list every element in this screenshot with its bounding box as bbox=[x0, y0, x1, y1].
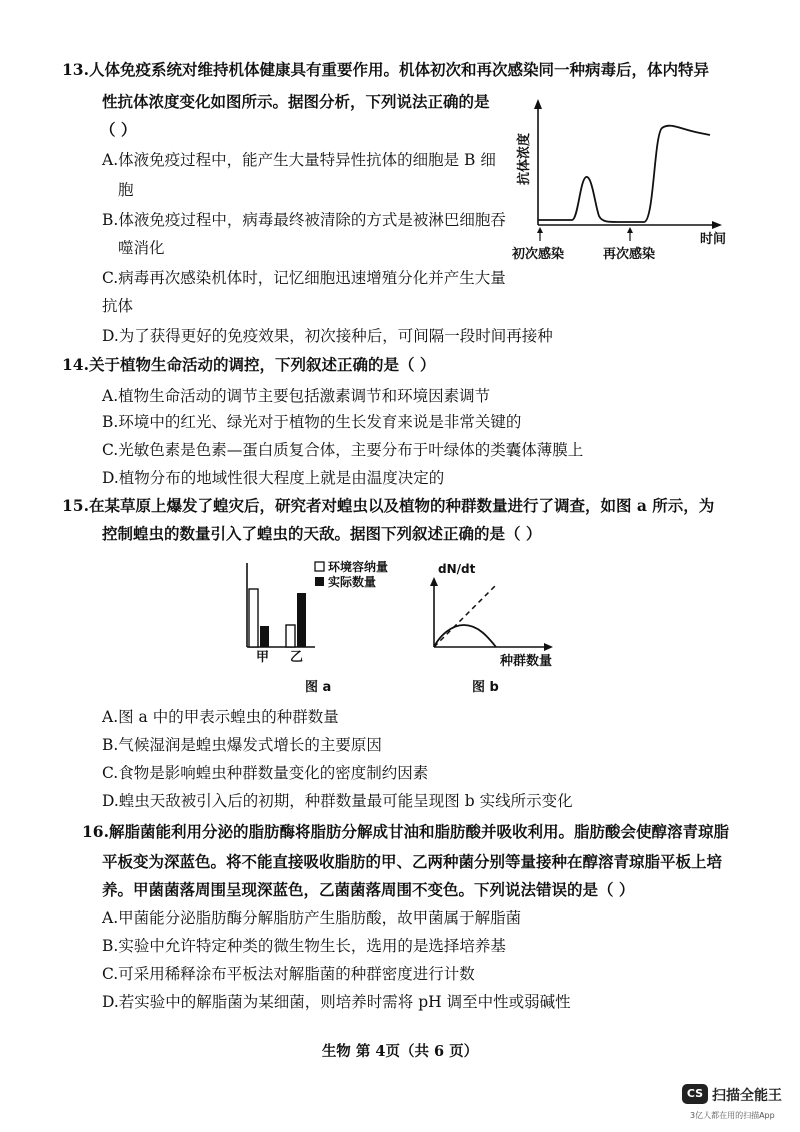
q16-stem-line1: 16.解脂菌能利用分泌的脂肪酶将脂肪分解成甘油和脂肪酸并吸收利用。脂肪酸会使醇溶青琼脂 bbox=[82, 822, 729, 841]
q14-option-c: C.光敏色素是色素—蛋白质复合体，主要分布于叶绿体的类囊体薄膜上 bbox=[102, 441, 584, 459]
q15-figure-a bbox=[225, 555, 400, 700]
q13-antibody-figure bbox=[500, 95, 740, 270]
q13-option-c: C.病毒再次感染机体时，记忆细胞迅速增殖分化并产生大量 bbox=[102, 269, 506, 287]
q13-option-b: B.体液免疫过程中，病毒最终被清除的方式是被淋巴细胞吞 bbox=[102, 211, 506, 229]
q16-option-c: C.可采用稀释涂布平板法对解脂菌的种群密度进行计数 bbox=[102, 965, 475, 983]
q13-option-a-cont: 胞 bbox=[118, 181, 134, 199]
q13-y-arrow bbox=[534, 99, 542, 109]
q13-x-axis-label: 时间 bbox=[700, 232, 727, 247]
q14-option-a: A.植物生命活动的调节主要包括激素调节和环境因素调节 bbox=[102, 387, 491, 405]
q13-second-infection-label: 再次感染 bbox=[603, 247, 656, 262]
q16-stem-line2: 平板变为深蓝色。将不能直接吸收脂肪的甲、乙两种菌分别等量接种在醇溶青琼脂平板上培 bbox=[102, 852, 723, 871]
q15-stem-line1: 15.在某草原上爆发了蝗灾后，研究者对蝗虫以及植物的种群数量进行了调查，如图 a 所示，为 bbox=[62, 496, 715, 515]
q13-x-arrow bbox=[712, 221, 722, 229]
q16-stem-line3: 养。甲菌菌落周围呈现深蓝色，乙菌菌落周围不变色。下列说法错误的是（ ） bbox=[102, 880, 635, 899]
fig-a-legend-actual-swatch bbox=[315, 577, 324, 586]
q15-option-b: B.气候湿润是蝗虫爆发式增长的主要原因 bbox=[102, 736, 382, 754]
fig-b-x-arrow bbox=[544, 643, 553, 651]
fig-b-solid-curve bbox=[434, 625, 496, 647]
camscanner-name: 扫描全能王 bbox=[712, 1088, 782, 1104]
q13-stem-line2: 性抗体浓度变化如图所示。据图分析，下列说法正确的是 bbox=[102, 92, 490, 111]
q15-option-a: A.图 a 中的甲表示蝗虫的种群数量 bbox=[102, 708, 339, 726]
q15-option-c: C.食物是影响蝗虫种群数量变化的密度制约因素 bbox=[102, 764, 429, 782]
q13-second-infection-arrowhead bbox=[627, 227, 633, 233]
q16-option-a: A.甲菌能分泌脂肪酶分解脂肪产生脂肪酸，故甲菌属于解脂菌 bbox=[102, 909, 522, 927]
fig-b-dashed-line bbox=[434, 585, 496, 647]
fig-a-cat-yi: 乙 bbox=[290, 650, 304, 665]
q13-stem-line1: 13.人体免疫系统对维持机体健康具有重要作用。机体初次和再次感染同一种病毒后，体内特异 bbox=[62, 60, 709, 79]
fig-a-cat-jia: 甲 bbox=[256, 650, 270, 665]
q15-figure-b bbox=[420, 555, 570, 700]
fig-a-yi-capacity-bar bbox=[286, 625, 295, 647]
q13-option-c-cont: 抗体 bbox=[102, 297, 134, 315]
q14-stem: 14.关于植物生命活动的调控，下列叙述正确的是（ ） bbox=[62, 355, 436, 374]
camscanner-tagline: 3亿人都在用的扫描App bbox=[690, 1111, 775, 1120]
q13-first-infection-arrowhead bbox=[537, 227, 543, 233]
q13-antibody-curve bbox=[538, 126, 710, 222]
fig-a-jia-capacity-bar bbox=[249, 589, 258, 647]
q13-option-d: D.为了获得更好的免疫效果，初次接种后，可间隔一段时间再接种 bbox=[102, 327, 553, 345]
page-footer: 生物 第 4页（共 6 页） bbox=[321, 1043, 479, 1060]
fig-a-legend-capacity: 环境容纳量 bbox=[328, 560, 389, 574]
fig-a-legend-actual: 实际数量 bbox=[328, 575, 377, 589]
fig-a-yi-actual-bar bbox=[297, 593, 306, 647]
q13-first-infection-label: 初次感染 bbox=[512, 247, 565, 262]
q16-option-d: D.若实验中的解脂菌为某细菌，则培养时需将 pH 调至中性或弱碱性 bbox=[102, 993, 571, 1011]
q14-option-b: B.环境中的红光、绿光对于植物的生长发育来说是非常关键的 bbox=[102, 413, 522, 431]
fig-a-jia-actual-bar bbox=[260, 626, 269, 647]
q15-stem-line2: 控制蝗虫的数量引入了蝗虫的天敌。据图下列叙述正确的是（ ） bbox=[102, 524, 542, 543]
q15-option-d: D.蝗虫天敌被引入后的初期，种群数量最可能呈现图 b 实线所示变化 bbox=[102, 792, 573, 810]
q16-option-b: B.实验中允许特定种类的微生物生长，选用的是选择培养基 bbox=[102, 937, 506, 955]
fig-b-y-arrow bbox=[430, 577, 438, 586]
q13-y-axis-label: 抗体浓度 bbox=[517, 132, 532, 185]
fig-b-y-label: dN/dt bbox=[438, 562, 476, 576]
q13-answer-paren: （ ） bbox=[100, 120, 137, 139]
fig-b-x-label: 种群数量 bbox=[500, 654, 553, 669]
camscanner-logo: CS bbox=[682, 1084, 708, 1104]
q14-option-d: D.植物分布的地域性很大程度上就是由温度决定的 bbox=[102, 469, 445, 487]
q13-option-a: A.体液免疫过程中，能产生大量特异性抗体的细胞是 B 细 bbox=[102, 151, 496, 169]
fig-a-caption: 图 a bbox=[305, 680, 332, 695]
fig-a-legend-capacity-swatch bbox=[315, 562, 324, 571]
fig-b-caption: 图 b bbox=[472, 680, 499, 695]
q13-option-b-cont: 噬消化 bbox=[118, 239, 165, 257]
